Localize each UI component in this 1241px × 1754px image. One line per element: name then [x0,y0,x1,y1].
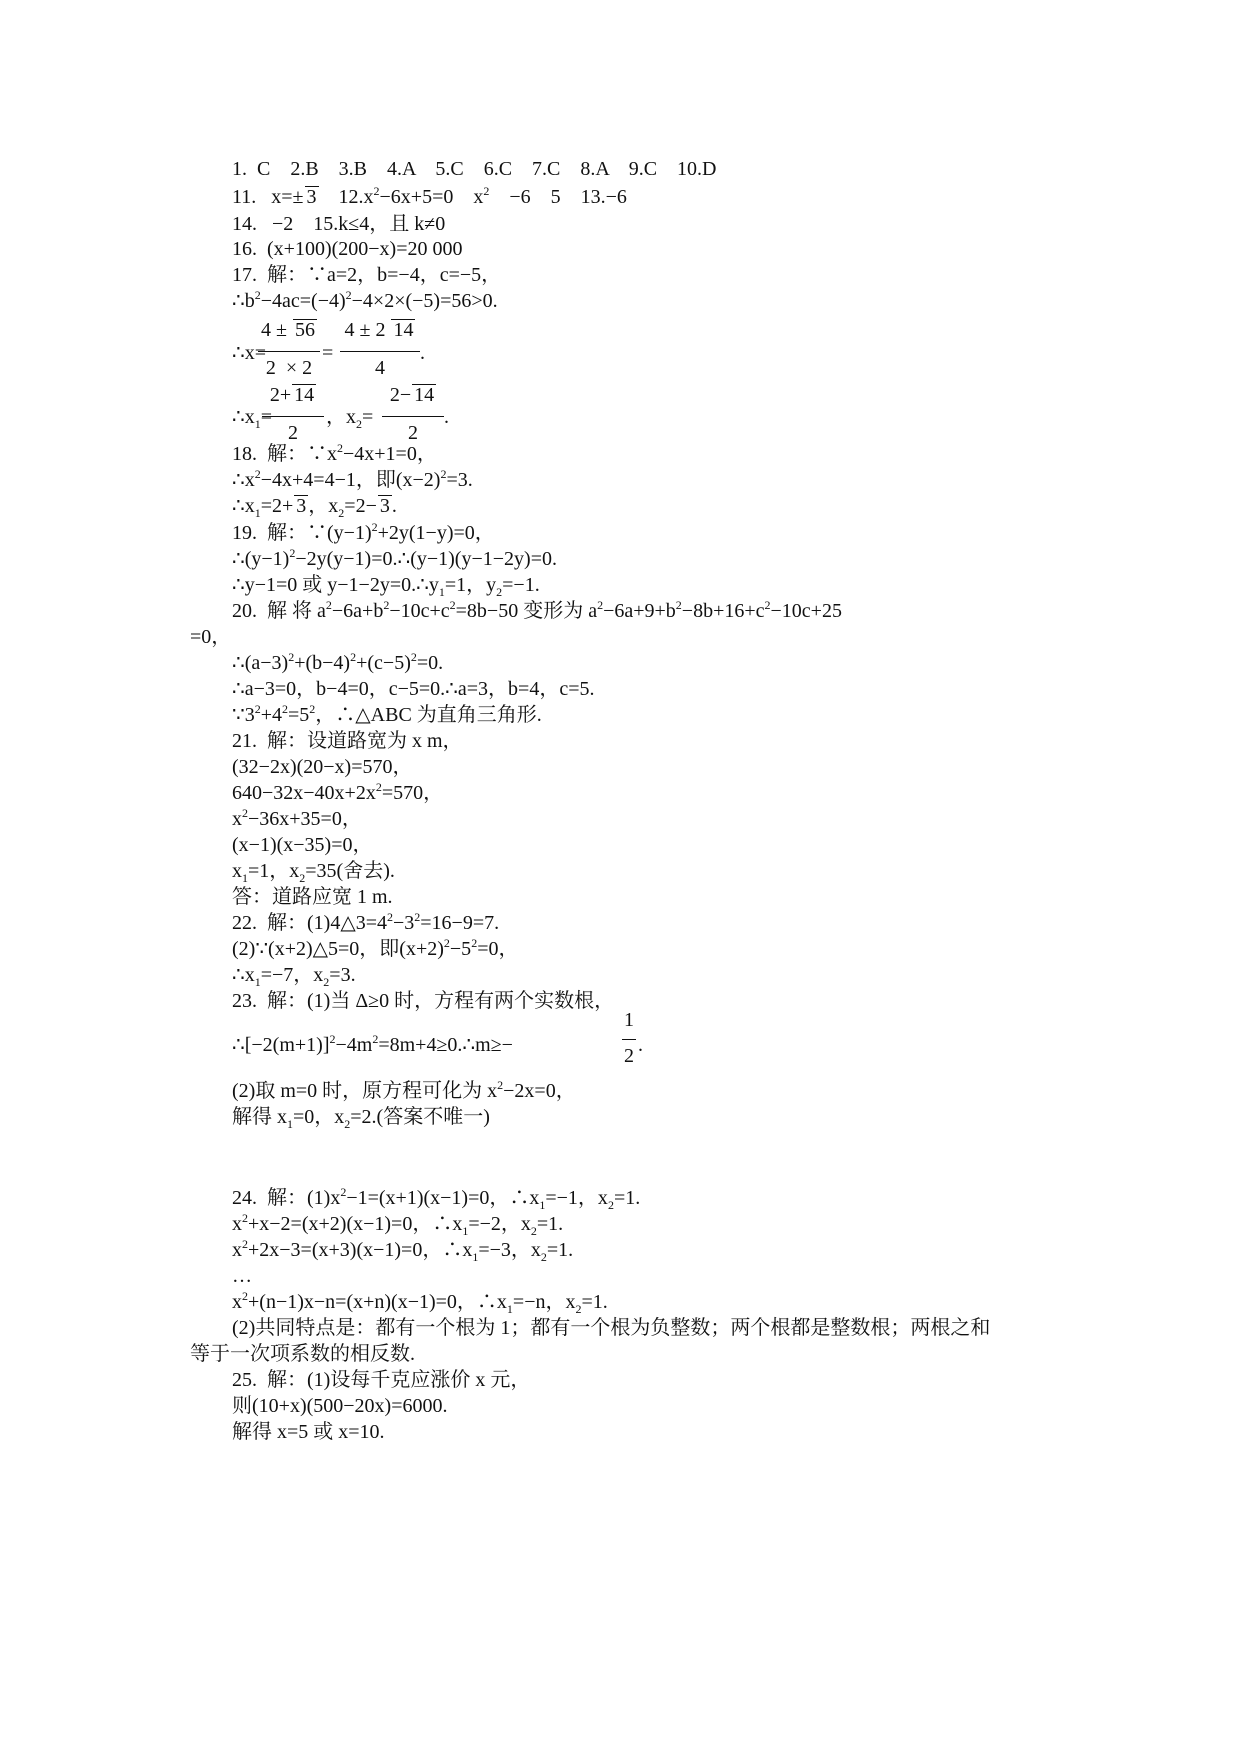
answer-line-19c: ∴y−1=0 或 $y-1-2y=0.\therefore y_1=1$，$y_2=-1$. [232,574,540,599]
text: −6 5 13.−6 [489,186,627,208]
text: −4m [335,1034,373,1056]
radical: 56 [294,319,315,341]
text: −36x+35=0， [248,808,362,830]
answer-line-17c-label: ∴x= [232,342,267,364]
answer-line-1: 1. C 2.B 3.B 4.A 5.C 6.C 7.C 8.A 9.C 10.D [232,158,717,180]
text: ∴x [232,964,255,986]
answer-line-20-cont: =0， [190,626,232,648]
text: ，x [326,406,356,428]
text: x [232,1291,242,1313]
denominator: 4 [375,357,385,379]
numerator: 1 [624,1009,634,1031]
answer-line-16: 16. (x+100)(200−x)=20 000 [232,238,463,260]
text: −1=(x+1)(x−1)=0，∴x [346,1187,540,1209]
fraction-bar [622,1039,636,1040]
text: =−2，x [468,1213,531,1235]
answer-line-21: 21. 解：设道路宽为 x m， [232,730,463,752]
answer-line-24c: $x^2+2x-3=(x+3)(x-1)=0$，$\therefore x_1=-3$，$x_2=1$. [232,1237,574,1264]
text: =8b−50 变形为 a [455,600,598,622]
answer-line-23b: $\therefore[-2(m+1)]^2-4m^2=8m+4\ge 0.\therefore m\ge-$ [232,1032,513,1056]
text: =−1，x [545,1187,608,1209]
text: +2x−3=(x+3)(x−1)=0，∴x [248,1239,473,1261]
text: =3. [329,964,356,986]
text: −5 [449,938,472,960]
text: x [232,860,242,882]
text: 2− [389,384,412,406]
answer-line-23d: 解得 $x_1=0$，$x_2=2$.(答案不唯一) [232,1106,490,1131]
text: −6a+9+b [603,600,676,622]
answer-line-22: 22. 解：$(1)4\triangle 3=4^2-3^2=16-9=7$. [232,910,500,934]
text: =1，x [248,860,300,882]
answer-line-21e: (x−1)(x−35)=0， [232,834,373,856]
answer-line-17b: $\therefore b^2-4ac=(-4)^2-4\times 2\times(-5)=56>0$. [232,288,498,312]
numerator [340,318,420,342]
fraction-bar [258,351,320,352]
subscript: 2 [356,417,362,431]
answer-line-21d: $x^2-36x+35=0$， [232,806,362,830]
numerator [382,383,444,407]
text: ∴y−1=0 或 y−1−2y=0.∴y [232,574,439,596]
text: 640−32x−40x+2x [232,782,376,804]
answer-line-24g: 等于一次项系数的相反数. [190,1343,415,1365]
text: −3 [392,912,415,934]
text: =−3，x [478,1239,541,1261]
text: =8m+4≥0.∴m≥− [378,1034,513,1056]
text: −2y(y−1)=0.∴(y−1)(y−1−2y)=0. [295,548,557,570]
text: −2x=0， [503,1080,576,1102]
denominator: 2 [288,422,298,444]
period: . [638,1034,643,1056]
text: =0，x [293,1106,345,1128]
text: 22. 解：(1)4△3=4 [232,912,387,934]
numerator [258,318,320,342]
text: =1. [613,1187,641,1209]
text: =2+ [260,495,294,517]
text: =5 [288,704,310,726]
answer-line-24: 24. 解：$(1)x^2-1=(x+1)(x-1)=0$，$\therefore x_1=-1$，$x_2=1$. [232,1185,641,1212]
text: x [232,808,242,830]
denominator: 2 [624,1045,634,1067]
fraction-bar [262,416,324,417]
radical: 14 [294,384,315,406]
answer-line-22c: $\therefore x_1=-7$，$x_2=3$. [232,964,356,989]
answer-line-24f: (2)共同特点是：都有一个根为 1；都有一个根为负整数；两个根都是整数根；两根之和 [232,1317,991,1339]
answer-line-21c: $640-32x-40x+2x^2=570$， [232,780,444,804]
text: ∴[−2(m+1)] [232,1034,330,1056]
text: =−1. [502,574,540,596]
answer-line-19b: $\therefore(y-1)^2-2y(y-1)=0.\therefore(y-1)(y-1-2y)=0$. [232,546,557,570]
text: ∴x [232,406,255,428]
fraction-bar [340,351,420,352]
text: = [260,406,273,428]
answer-line-23c: (2)取 m=0 时，原方程可化为 $x^2-2x=0$， [232,1078,576,1102]
radical: 3 [379,495,390,517]
denominator: 2 [408,422,418,444]
text: =0. [416,652,444,674]
text: =35(舍去). [305,860,395,882]
text: +4 [260,704,283,726]
text: −8b+16+c [681,600,765,622]
answer-line-20c: ∴a−3=0，b−4=0，c−5=0.∴a=3，b=4，c=5. [232,678,595,700]
answer-line-18c: $\therefore x_1=2+ 3$ ，$x_2=2- 3$ . [232,495,397,520]
text: ∴(a−3) [232,652,289,674]
radical: 3 [296,495,307,517]
answer-line-18: 18. 解：$\because x^2-4x+1=0$， [232,441,437,465]
text: x [232,1213,242,1235]
fraction-bar [382,416,444,417]
answer-line-21g: 答：道路应宽 1 m. [232,886,393,908]
answer-line-21f: $x_1=1$，$x_2=35$(舍去). [232,860,395,885]
radical: 14 [414,384,435,406]
answer-line-20b: $\therefore(a-3)^2+(b-4)^2+(c-5)^2=0$. [232,650,444,674]
numerator [262,383,324,407]
text: 18. 解：∵x [232,443,337,465]
text: =1，y [444,574,497,596]
text: −4x+1=0， [343,443,437,465]
text: 20. 解 将 a [232,600,326,622]
equals: = [322,342,334,364]
radical: 14 [393,319,414,341]
answer-line-19: 19. 解：$\because(y-1)^2+2y(1-y)=0$， [232,520,495,544]
subscript: 1 [254,417,261,431]
answer-line-17d-mid: ，$x_2=$ [326,406,374,431]
period: . [420,342,425,364]
denominator: 2 × 2 [265,357,313,379]
text: =1. [581,1291,608,1313]
text: +(n−1)x−n=(x+n)(x−1)=0，∴x [248,1291,507,1313]
text: 4 ± [261,319,292,341]
text: 12.x [318,186,374,208]
answer-line-24e: $x^2+(n-1)x-n=(x+n)(x-1)=0$，$\therefore x_1=-n$，$x_2=1$. [232,1289,608,1316]
answer-line-25b: 则(10+x)(500−20x)=6000. [232,1395,448,1417]
text: =−7，x [260,964,324,986]
text: 11. x=± [232,186,304,208]
text: x [232,1239,242,1261]
text: −6a+b [331,600,384,622]
text: ，x [308,495,339,517]
answer-line-18b: $\therefore x^2-4x+4=4-1$，即$(x-2)^2=3$. [232,467,473,491]
text: −4x+4=4−1，即(x−2) [260,469,441,491]
text: ∴(y−1) [232,548,290,570]
answer-line-11: 11. x=± 3 $12.x^2-6x+5=0$ $x^2$ −6 5 13.−6 [232,184,627,208]
answer-line-24b: $x^2+x-2=(x+2)(x-1)=0$，$\therefore x_1=-2$，$x_2=1$. [232,1211,564,1238]
answer-line-25: 25. 解：(1)设每千克应涨价 x 元， [232,1369,531,1391]
text: =3. [446,469,473,491]
answer-line-24d: … [232,1265,252,1287]
text: −4ac=(−4) [260,290,346,312]
answer-line-20: 20. 解 将 $a^2-6a+b^2-10c+c^2=8b-50$ 变形为 $a^2-6a+9+b^2-8b+16+c^2-10c+25$ [232,598,842,622]
answer-line-21b: (32−2x)(20−x)=570， [232,756,413,778]
text: +(b−4) [294,652,351,674]
text: −4×2×(−5)=56>0. [351,290,498,312]
text: 24. 解：(1)x [232,1187,341,1209]
text: −10c+c [389,600,450,622]
text: +2y(1−y)=0， [377,522,495,544]
text: 2+ [269,384,292,406]
text: (2)取 m=0 时，原方程可化为 x [232,1080,498,1102]
text: −6x+5=0 x [379,186,484,208]
text: =−n，x [512,1291,576,1313]
text: 解得 x [232,1106,287,1128]
text: =1. [546,1239,574,1261]
text: ∴x [232,469,255,491]
text: ∵3 [232,704,255,726]
radical: 3 [306,186,317,208]
text: −10c+25 [770,600,842,622]
text: =16−9=7. [420,912,500,934]
answer-line-14: 14. −2 15.k≤4，且 k≠0 [232,213,446,235]
answer-line-25c: 解得 x=5 或 x=10. [232,1421,385,1443]
text: ∴b [232,290,255,312]
text: ，∴△ABC 为直角三角形. [315,704,542,726]
text: 19. 解：∵(y−1) [232,522,372,544]
text: =2− [344,495,377,517]
answer-line-23: 23. 解：(1)当 Δ≥0 时，方程有两个实数根， [232,990,615,1012]
answer-line-17: 17. 解：∵a=2，b=−4，c=−5， [232,264,502,286]
text: ∴x [232,495,255,517]
text: 4 ± 2 [344,319,391,341]
text: =2.(答案不唯一) [350,1106,490,1128]
text: =1. [536,1213,564,1235]
period: . [444,406,449,428]
text: =570， [381,782,444,804]
answer-line-22b: (2)∵(x+2)△5=0，即$(x+2)^2-5^2=0$， [232,936,519,960]
text: =0， [477,938,519,960]
text: (2)∵(x+2)△5=0，即(x+2) [232,938,444,960]
answer-line-20d: $\because 3^2+4^2=5^2$，∴△ABC 为直角三角形. [232,702,542,726]
text: +(c−5) [356,652,411,674]
text: +x−2=(x+2)(x−1)=0，∴x [248,1213,463,1235]
